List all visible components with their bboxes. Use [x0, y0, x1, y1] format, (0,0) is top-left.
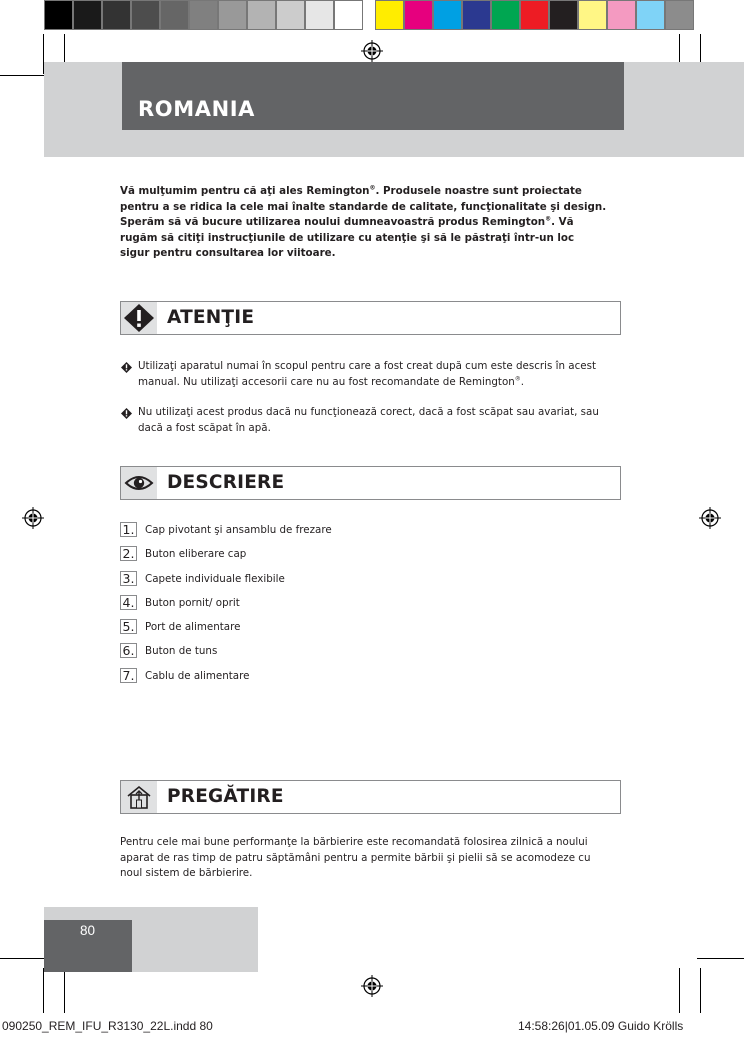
color-swatch — [102, 0, 131, 30]
preparation-line-3: noul sistem de bărbierire. — [120, 867, 253, 879]
color-swatch — [218, 0, 247, 30]
print-slug-timestamp: 14:58:26|01.05.09 Guido Krölls — [518, 1019, 684, 1033]
item-label: Buton de tuns — [145, 645, 218, 657]
section-header-attention — [120, 301, 621, 335]
intro-line-2: pentru a se ridica la cele mai înalte standarde de calitate, funcţionalitate şi design. — [120, 200, 607, 213]
color-swatch — [131, 0, 160, 30]
print-slug-filename: 090250_REM_IFU_R3130_22L.indd 80 — [2, 1019, 213, 1033]
warning-text-line-2-end: . — [520, 375, 525, 388]
warning-icon — [121, 302, 157, 334]
eye-icon — [121, 467, 157, 499]
color-swatch — [305, 0, 334, 30]
intro-paragraph — [120, 184, 620, 262]
registered-mark: ® — [545, 215, 552, 223]
item-label: Port de alimentare — [145, 621, 241, 633]
intro-line-1-end: . Produsele noastre sunt proiectate — [375, 185, 582, 197]
registration-mark-bottom-icon — [361, 975, 383, 997]
color-swatch — [276, 0, 305, 30]
color-swatch — [160, 0, 189, 30]
section-title-description: DESCRIERE — [167, 472, 285, 493]
section-title-attention: ATENŢIE — [167, 307, 255, 328]
warning-bullet-icon — [121, 408, 132, 419]
item-number: 6. — [120, 643, 137, 658]
color-swatch — [665, 0, 694, 30]
page-number: 80 — [80, 923, 96, 938]
page-title: ROMANIA — [138, 97, 256, 121]
home-icon — [121, 781, 157, 813]
intro-line-3-end: . Vă — [551, 216, 574, 229]
item-number: 5. — [120, 619, 137, 634]
color-swatch — [462, 0, 491, 30]
registered-mark: ® — [514, 375, 521, 383]
intro-line-4: rugăm să citiţi instrucţiunile de utilizare cu atenţie şi să le păstraţi într-un loc — [120, 231, 575, 244]
item-label: Buton pornit/ oprit — [145, 597, 240, 609]
color-swatch — [375, 0, 404, 30]
warning-text-line-2: manual. Nu utilizaţi accesorii care nu au fost recomandate de Remington — [138, 375, 515, 388]
warning-text-line-1: Nu utilizaţi acest produs dacă nu funcţionează corect, dacă a fost scăpat sau avariat, sau — [138, 406, 599, 418]
color-swatch — [607, 0, 636, 30]
color-swatch — [247, 0, 276, 30]
intro-line-3: Sperăm să vă bucure utilizarea noului dumneavoastră produs Remington — [120, 216, 546, 229]
color-swatch — [433, 0, 462, 30]
intro-line-1: Vă mulţumim pentru că aţi ales Remington — [120, 185, 370, 197]
color-swatch — [189, 0, 218, 30]
preparation-line-2: aparat de ras timp de patru săptămâni pentru a permite bărbii şi pielii să se acomodeze cu — [120, 851, 591, 864]
color-swatch — [404, 0, 433, 30]
warning-text-line-2: dacă a fost scăpat în apă. — [138, 421, 271, 434]
item-number: 3. — [120, 571, 137, 586]
registered-mark: ® — [369, 184, 376, 192]
color-swatch — [578, 0, 607, 30]
preparation-line-1: Pentru cele mai bune performanţe la bărbierire este recomandată folosirea zilnică a noului — [120, 836, 588, 848]
preparation-paragraph — [120, 835, 610, 882]
color-swatch — [334, 0, 363, 30]
color-swatch — [549, 0, 578, 30]
intro-line-5: sigur pentru consultarea lor viitoare. — [120, 247, 336, 260]
registration-mark-right-icon — [699, 507, 721, 529]
item-label: Cap pivotant şi ansamblu de frezare — [145, 524, 332, 536]
item-number: 4. — [120, 595, 137, 610]
registration-mark-left-icon — [22, 507, 44, 529]
item-number: 2. — [120, 546, 137, 561]
color-swatch — [520, 0, 549, 30]
item-label: Capete individuale flexibile — [145, 573, 285, 585]
registration-mark-top-icon — [361, 40, 383, 62]
item-label: Buton eliberare cap — [145, 548, 247, 560]
color-calibration-bar — [0, 0, 744, 30]
item-label: Cablu de alimentare — [145, 670, 250, 682]
item-number: 1. — [120, 522, 137, 537]
color-swatch — [491, 0, 520, 30]
section-title-preparation: PREGĂTIRE — [167, 786, 284, 807]
item-number: 7. — [120, 668, 137, 683]
color-swatch — [73, 0, 102, 30]
warning-text-line-1: Utilizaţi aparatul numai în scopul pentru care a fost creat după cum este descris în acest — [138, 360, 597, 372]
section-header-description — [120, 466, 621, 500]
warning-bullet-icon — [121, 362, 132, 373]
section-header-preparation — [120, 780, 621, 814]
color-swatch — [636, 0, 665, 30]
color-swatch — [44, 0, 73, 30]
